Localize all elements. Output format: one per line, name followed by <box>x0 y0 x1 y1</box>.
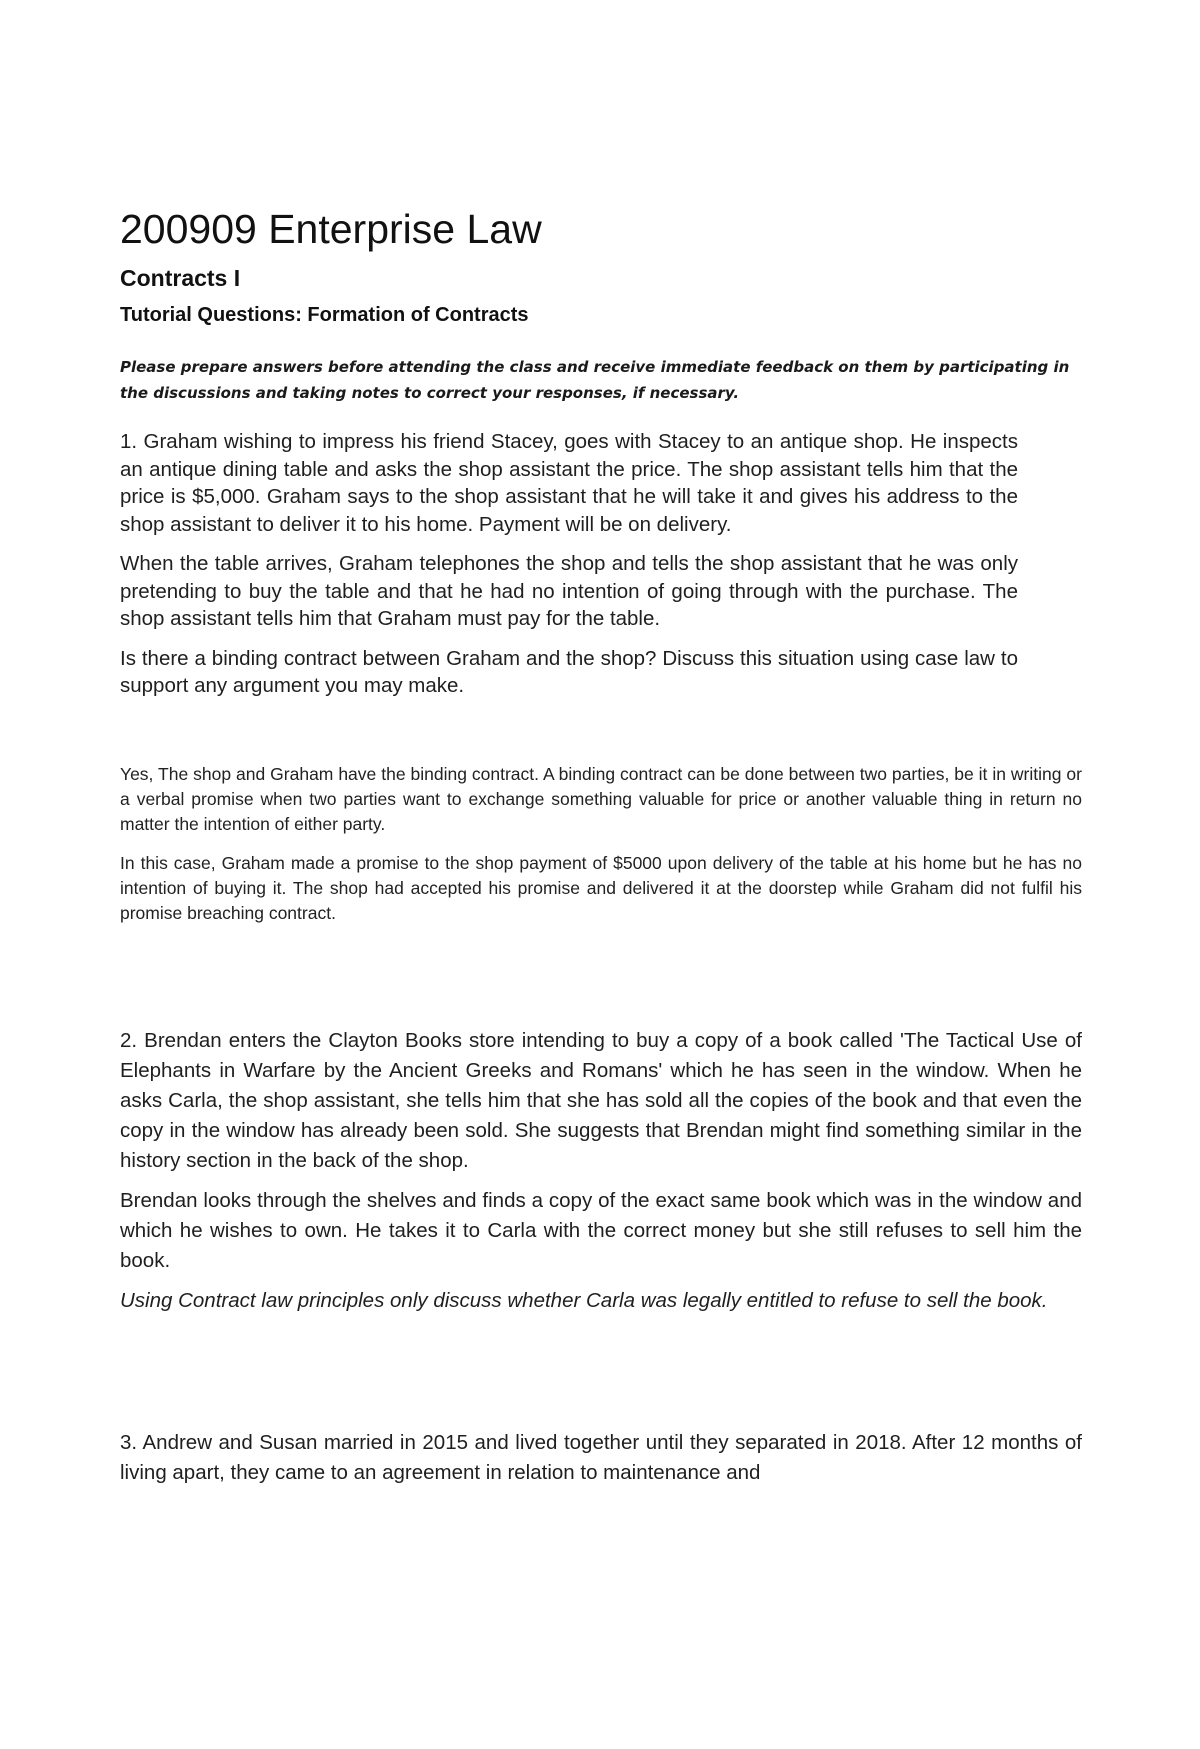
question-2-paragraph: Brendan looks through the shelves and finds a copy of the exact same book which was in the window and which he wishes to own. He takes it to Carla with the correct money but she still refuses to sell him the book. <box>120 1188 1082 1272</box>
question-1-prompt: Is there a binding contract between Graham and the shop? Discuss this situation using case law to support any argument you may make. <box>120 646 1018 697</box>
question-2-task: Using Contract law principles only discuss whether Carla was legally entitled to refuse to sell the book. <box>120 1288 1048 1312</box>
question-1 <box>120 428 1018 700</box>
question-2 <box>120 1026 1082 1316</box>
instructions-text: Please prepare answers before attending the class and receive immediate feedback on them by participating in the discussions and taking notes to correct your responses, if necessary. <box>120 358 1070 402</box>
question-3 <box>120 1428 1082 1488</box>
document-title: 200909 Enterprise Law <box>120 206 542 252</box>
section-heading: Tutorial Questions: Formation of Contracts <box>120 304 529 326</box>
answer-1 <box>120 762 1082 926</box>
document-content <box>120 204 1082 1498</box>
question-2-paragraph: 2. Brendan enters the Clayton Books store intending to buy a copy of a book called 'The Tactical Use of Elephants in Warfare by the Ancient Greeks and Romans' which he has seen in the window. When he asks Carla, the shop assistant, she tells him that she has sold all the copies of the book and that even the copy in the window has already been sold. She suggests that Brendan might find something similar in the history section in the back of the shop. <box>120 1028 1082 1172</box>
question-1-paragraph: 1. Graham wishing to impress his friend Stacey, goes with Stacey to an antique shop. He inspects an antique dining table and asks the shop assistant the price. The shop assistant tells him that the price is $5,000. Graham says to the shop assistant that he will take it and gives his address to the shop assistant to deliver it to his home. Payment will be on delivery. <box>120 430 1018 536</box>
answer-1-paragraph: In this case, Graham made a promise to the shop payment of $5000 upon delivery of the table at his home but he has no intention of buying it. The shop had accepted his promise and delivered it at the doorstep while Graham did not fulfil his promise breaching contract. <box>120 852 1082 923</box>
question-1-paragraph: When the table arrives, Graham telephones the shop and tells the shop assistant that he was only pretending to buy the table and that he had no intention of going through with the purchase. The shop assistant tells him that Graham must pay for the table. <box>120 552 1018 630</box>
document-subtitle: Contracts I <box>120 265 241 291</box>
answer-1-paragraph: Yes, The shop and Graham have the binding contract. A binding contract can be done between two parties, be it in writing or a verbal promise when two parties want to exchange something valuable for price or another valuable thing in return no matter the intention of either party. <box>120 763 1082 834</box>
question-3-paragraph: 3. Andrew and Susan married in 2015 and lived together until they separated in 2018. After 12 months of living apart, they came to an agreement in relation to maintenance and <box>120 1430 1082 1484</box>
